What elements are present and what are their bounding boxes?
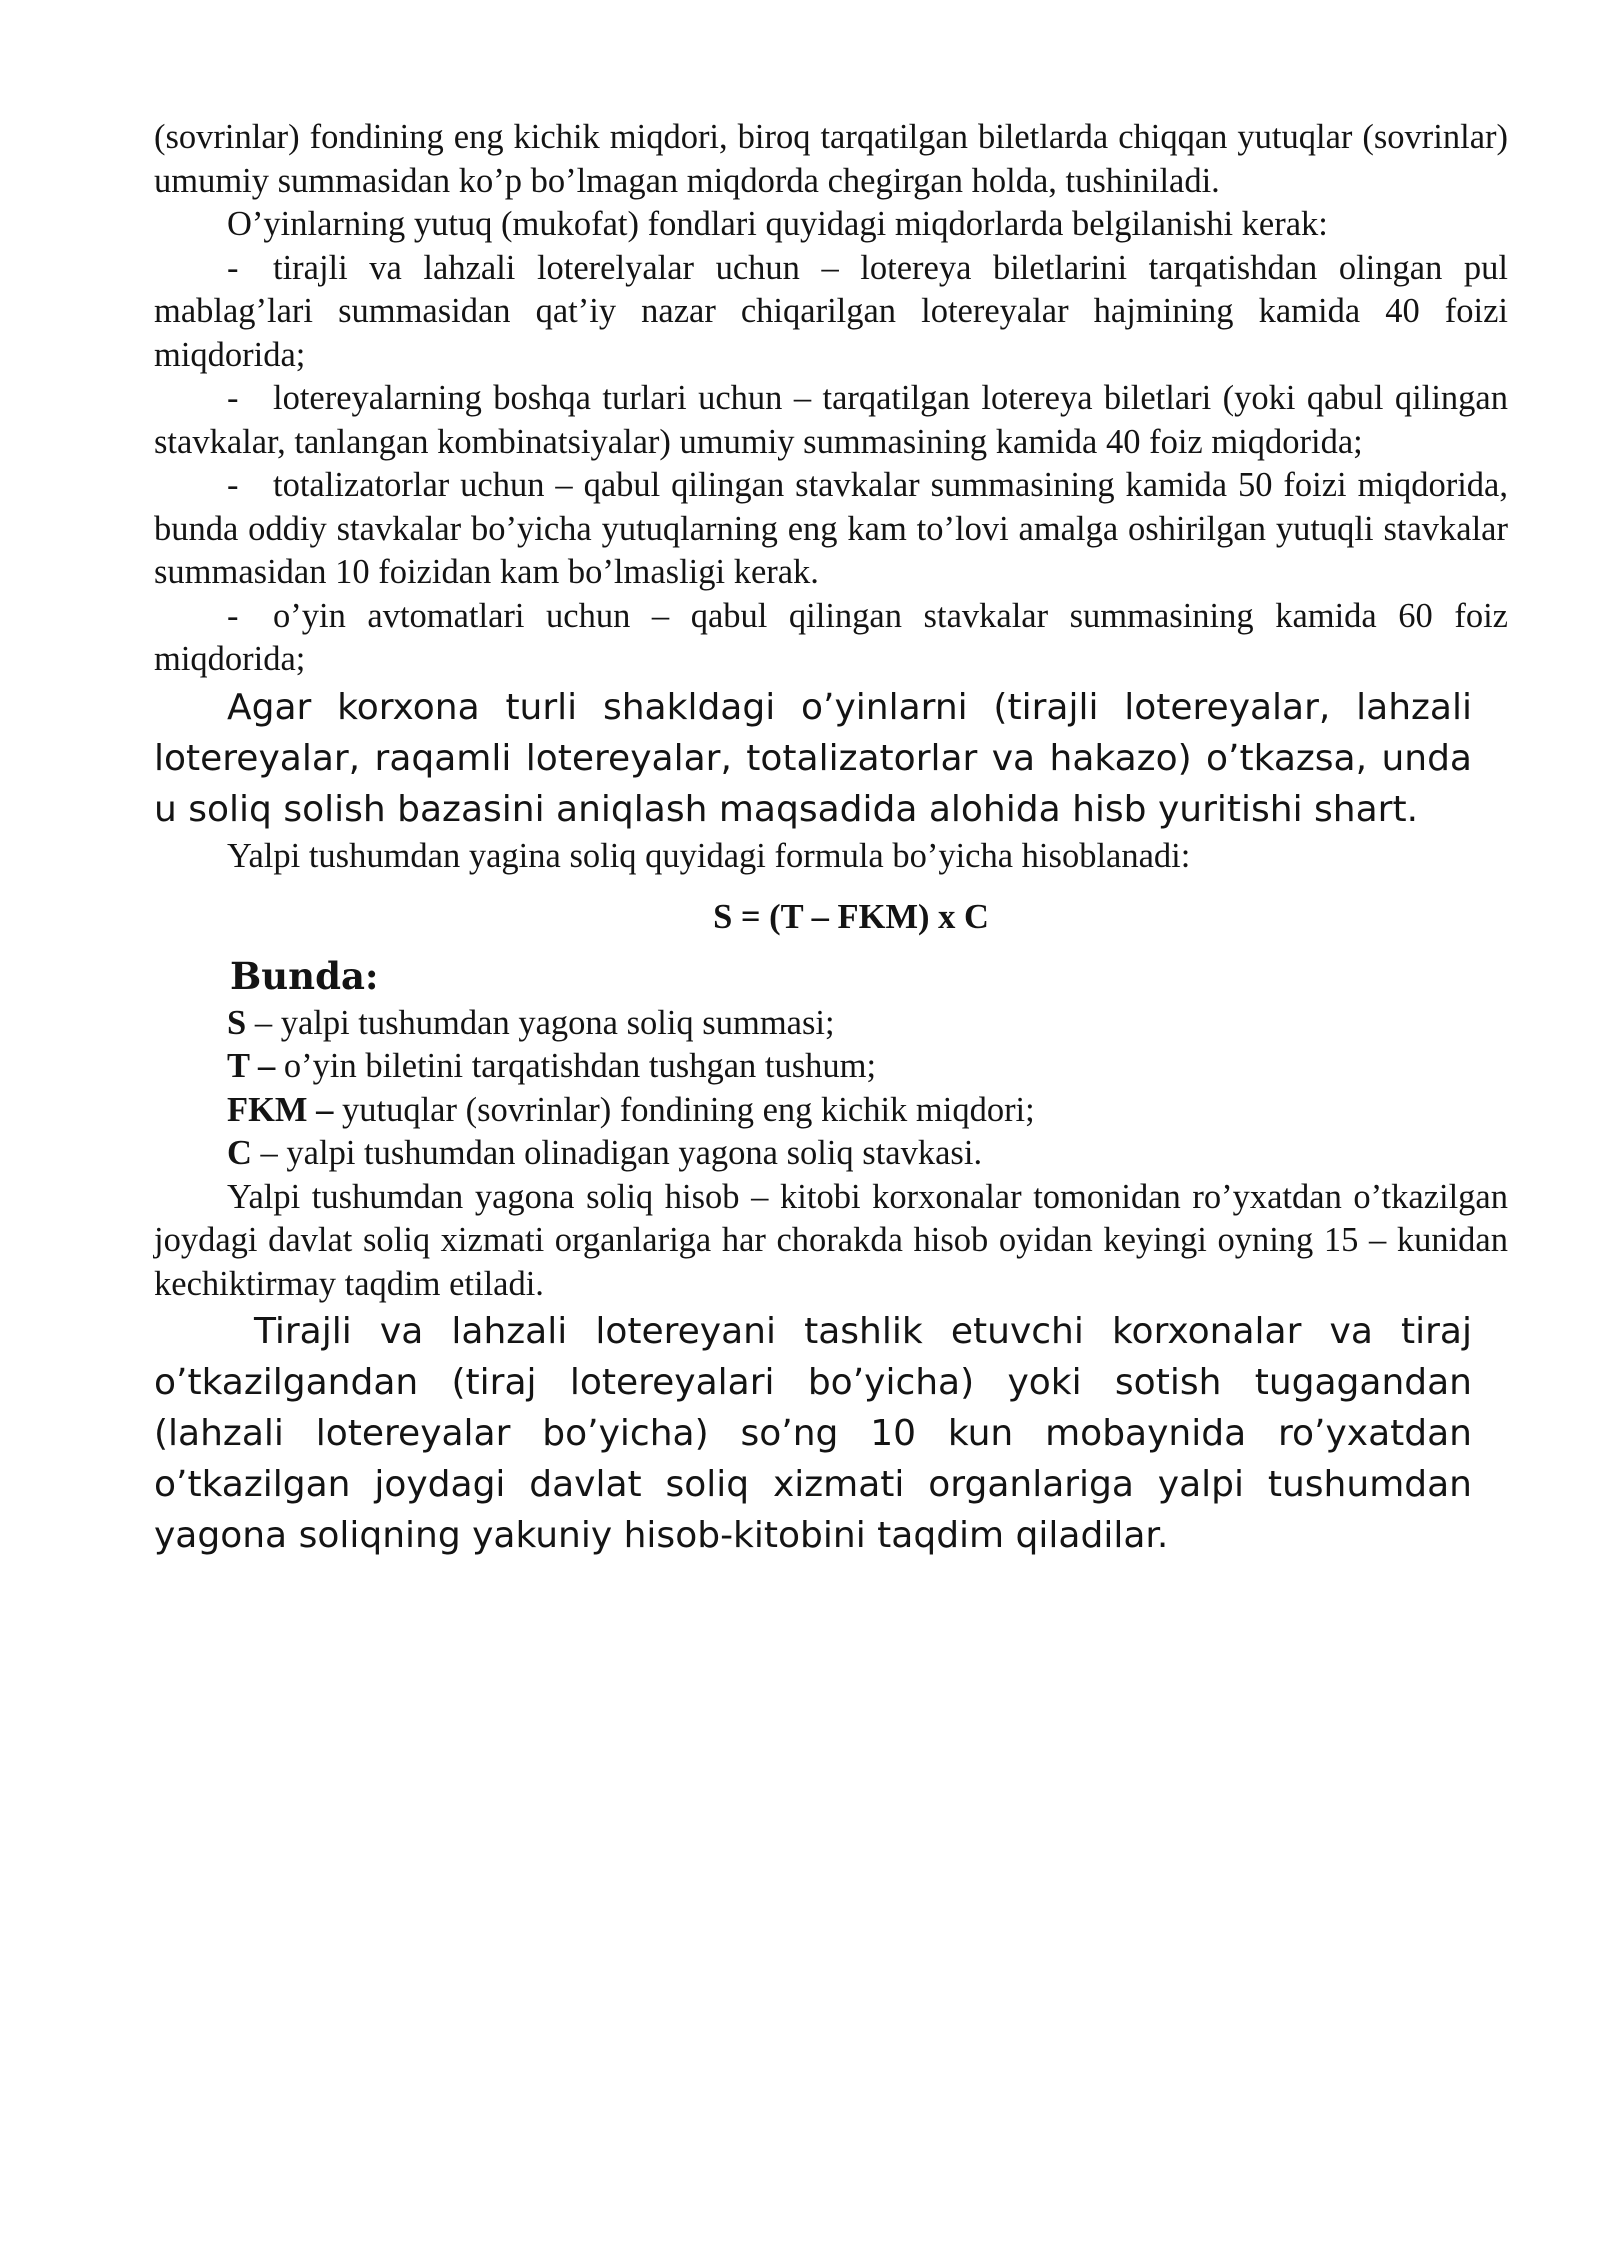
bullet-text: totalizatorlar uchun – qabul qilingan stavkalar summasining kamida 50 foizi miqdorida, bunda oddiy stavkalar bo’yicha yutuqlarning eng kam to’lovi amalga oshirilgan yutuqli stavkalar summasidan 10 foizidan kam bo’lmasligi kerak.: [154, 466, 1508, 591]
definition-term: T –: [227, 1047, 276, 1085]
paragraph-formula-intro: Yalpi tushumdan yagina soliq quyidagi formula bo’yicha hisoblanadi:: [227, 836, 1191, 875]
definition-term: S: [227, 1003, 247, 1042]
definition-text: – yalpi tushumdan yagona soliq summasi;: [246, 1003, 835, 1042]
bullet-dash: -: [227, 466, 239, 504]
where-heading: Bunda:: [230, 953, 379, 998]
definition-t: [154, 1045, 1508, 1089]
paragraph-prize-fund-definition: (sovrinlar) fondining eng kichik miqdori, biroq tarqatilgan biletlarda chiqqan yutuqlar (sovrinlar) umumiy summasidan ko’p bo’lmagan miqdorda chegirgan holda, tushiniladi.: [154, 118, 1508, 200]
definition-term: FKM –: [227, 1090, 334, 1129]
bullet-totalizators: [154, 464, 1508, 595]
paragraph-quarterly-report: Yalpi tushumdan yagona soliq hisob – kitobi korxonalar tomonidan ro’yxatdan o’tkazilgan joydagi davlat soliq xizmati organlariga har chorakda hisob oyidan keyingi oyning 15 – kunidan kechiktirmay taqdim etiladi.: [154, 1177, 1508, 1303]
bullet-text: o’yin avtomatlari uchun – qabul qilingan stavkalar summasining kamida 60 foiz miqdorida;: [154, 596, 1508, 678]
tax-formula: S = (T – FKM) x C: [713, 898, 989, 936]
bullet-dash: -: [227, 596, 239, 635]
definition-c: [154, 1132, 1508, 1176]
definition-term: C: [227, 1134, 252, 1172]
definition-text: yutuqlar (sovrinlar) fondining eng kichik miqdori;: [333, 1090, 1035, 1129]
definition-text: o’yin biletini tarqatishdan tushgan tushum;: [275, 1047, 877, 1085]
document-page: [154, 116, 1508, 1561]
separate-accounting-block: [154, 682, 1472, 835]
bullet-text: lotereyalarning boshqa turlari uchun – tarqatilgan lotereya biletlari (yoki qabul qilingan stavkalar, tanlangan kombinatsiyalar) umumiy summasining kamida 40 foiz miqdorida;: [154, 379, 1508, 461]
paragraph-prize-fund-intro: O’yinlarning yutuq (mukofat) fondlari quyidagi miqdorlarda belgilanishi kerak:: [227, 205, 1328, 243]
definition-s: [154, 1002, 1508, 1046]
paragraph-final-settlement: Tirajli va lahzali lotereyani tashlik etuvchi korxonalar va tiraj o’tkazilgandan (tiraj lotereyalari bo’yicha) yoki sotish tugagandan (lahzali lotereyalar bo’yicha) so’ng 10 kun mobaynida ro’yxatdan o’tkazilgan joydagi davlat soliq xizmati organlariga yalpi tushumdan yagona soliqning yakuniy hisob-kitobini taqdim qiladilar.: [154, 1311, 1472, 1556]
bullet-other-lotteries: [154, 377, 1508, 464]
definition-fkm: [154, 1089, 1508, 1133]
bullet-draw-lotteries: [154, 247, 1508, 378]
final-settlement-block: [154, 1306, 1472, 1561]
bullet-dash: -: [227, 248, 239, 287]
definition-text: – yalpi tushumdan olinadigan yagona soliq stavkasi.: [251, 1134, 983, 1172]
bullet-text: tirajli va lahzali loterelyalar uchun – lotereya biletlarini tarqatishdan olingan pul mablag’lari summasidan qat’iy nazar chiqarilgan lotereyalar hajmining kamida 40 foizi miqdorida;: [154, 248, 1508, 374]
bullet-gaming-machines: [154, 595, 1508, 682]
bullet-dash: -: [227, 379, 239, 417]
paragraph-separate-accounting: Agar korxona turli shakldagi o’yinlarni (tirajli lotereyalar, lahzali lotereyalar, raqamli lotereyalar, totalizatorlar va hakazo) o’tkazsa, unda u soliq solish bazasini aniqlash maqsadida alohida hisb yuritishi shart.: [154, 686, 1472, 830]
